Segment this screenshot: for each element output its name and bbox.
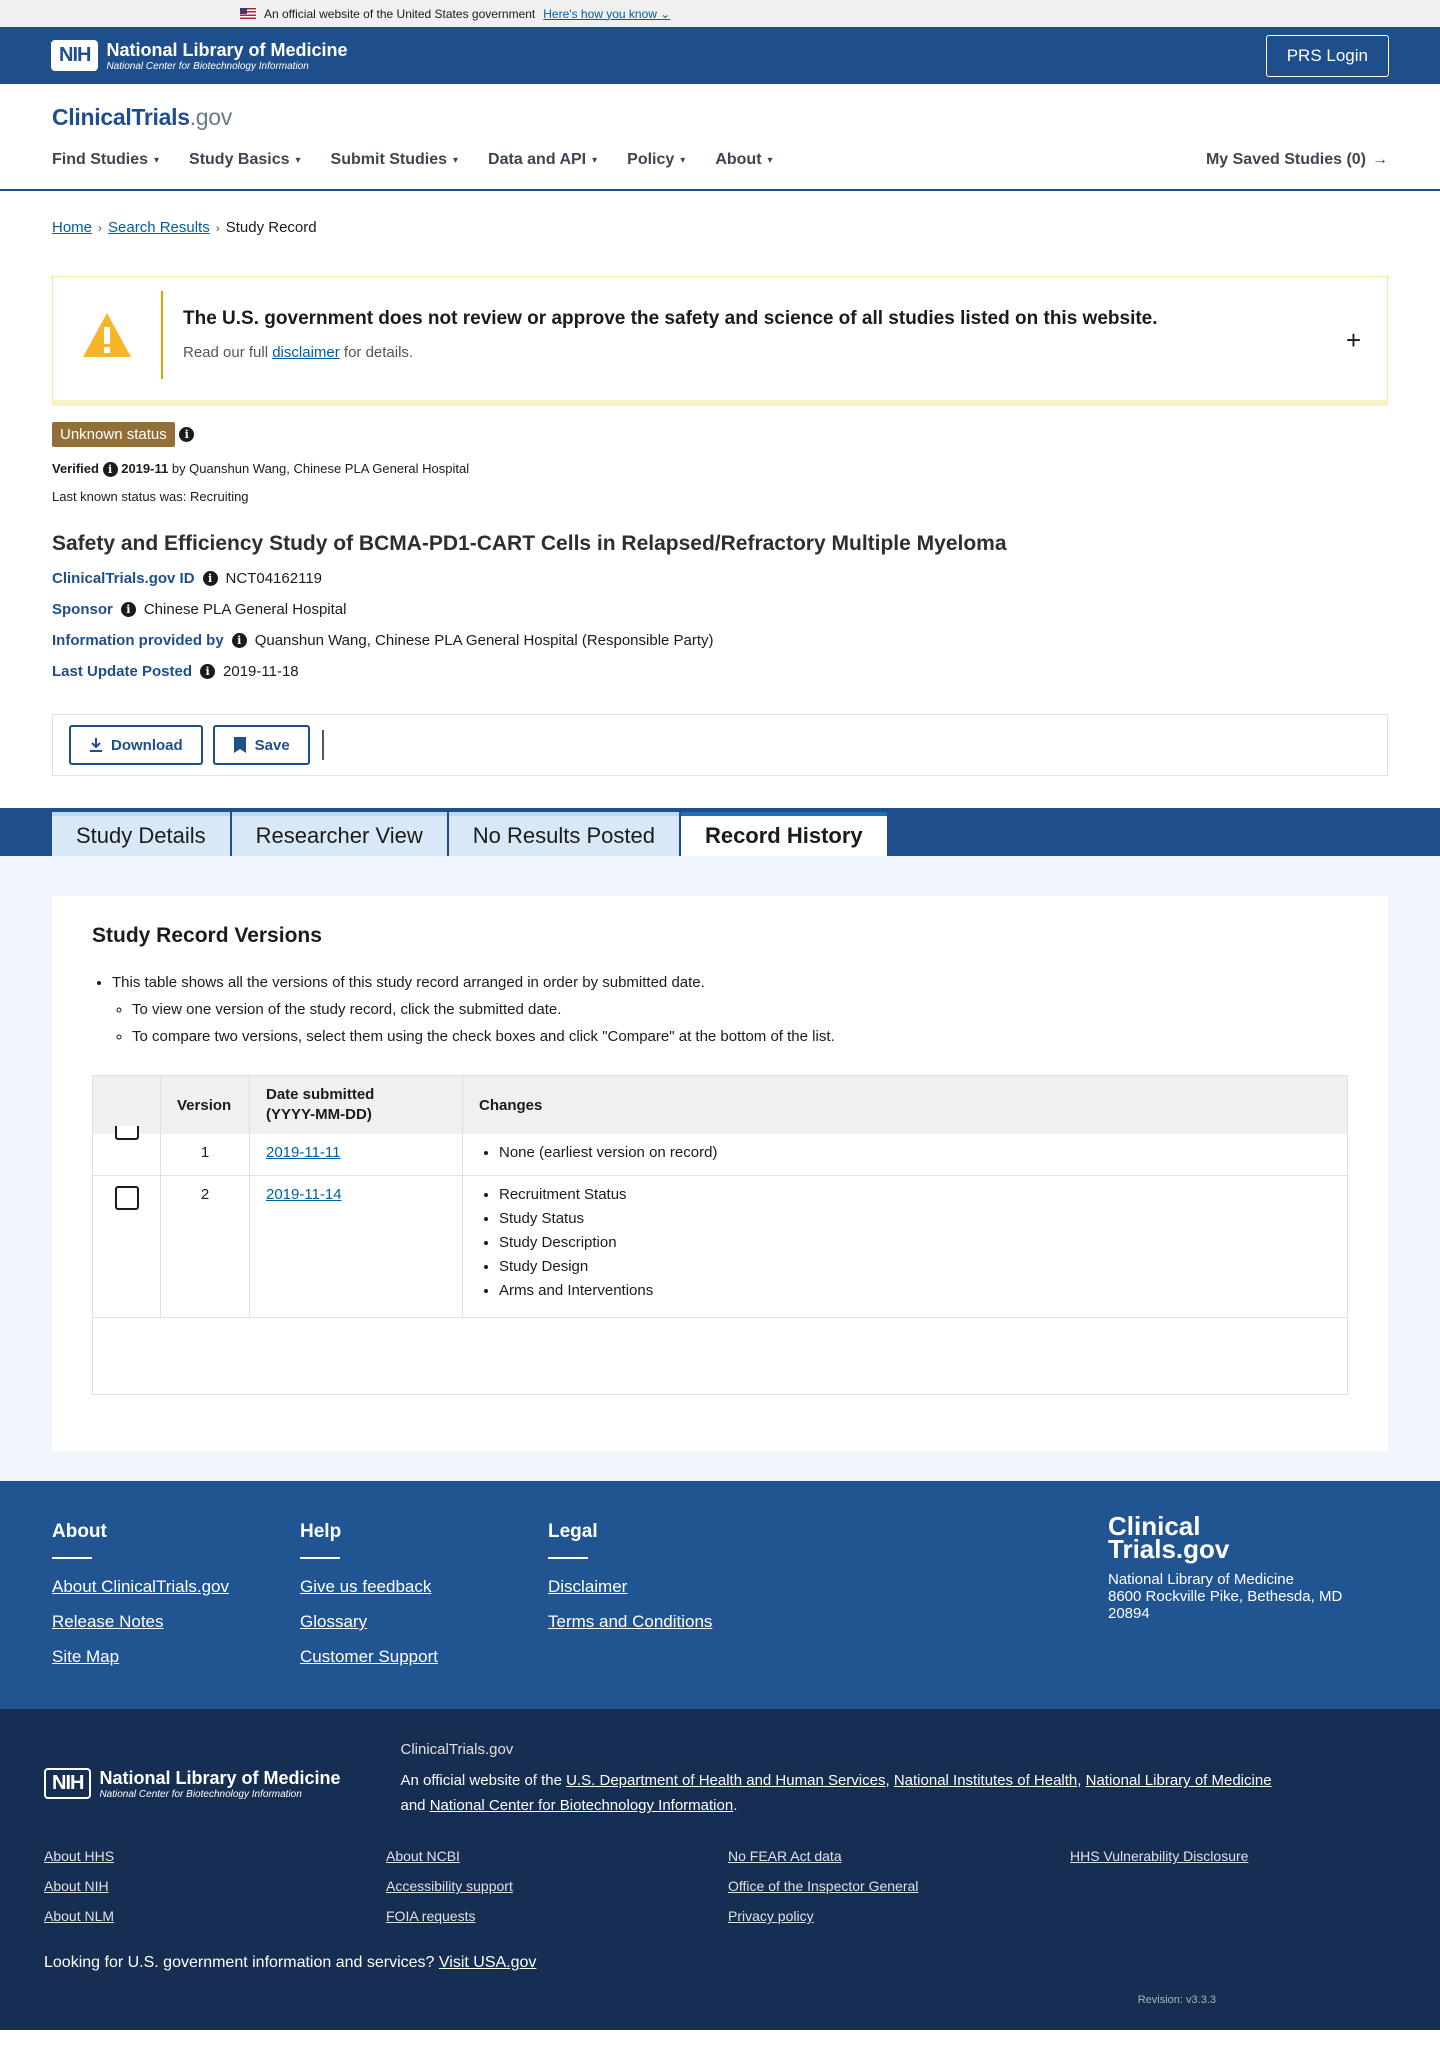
gov-banner (0, 0, 1440, 27)
footer-link[interactable]: No FEAR Act data (728, 1848, 842, 1865)
footer-link[interactable]: Release Notes (52, 1612, 164, 1632)
warning-icon (81, 311, 133, 359)
ncbi-name: National Center for Biotechnology Information (106, 60, 309, 72)
usa-gov-line: Looking for U.S. government information and services? Visit USA.gov (44, 1954, 537, 1972)
footer-link[interactable]: Glossary (300, 1612, 368, 1632)
footer-address: National Library of Medicine 8600 Rockville Pike, Bethesda, MD 20894 (1108, 1571, 1343, 1623)
footer-link[interactable]: Give us feedback (300, 1577, 432, 1597)
tab-study-details[interactable]: Study Details (52, 812, 230, 856)
footer-link[interactable]: Disclaimer (548, 1577, 628, 1597)
main-nav (52, 131, 1388, 189)
footer-logo[interactable]: Clinical Trials.gov (1108, 1511, 1230, 1565)
col-changes: Changes (479, 1096, 543, 1114)
changes-list: • Recruitment Status • Study Status • Study Description • Study Design • Arms and Interventions (479, 1186, 1347, 1299)
footer-link[interactable]: Site Map (52, 1647, 120, 1667)
chevron-down-icon: ▾ (154, 154, 160, 166)
footer-link[interactable]: FOIA requests (386, 1908, 476, 1925)
footer-link[interactable]: Privacy policy (728, 1908, 814, 1925)
nav-policy[interactable]: Policy ▾ (627, 151, 686, 168)
save-button[interactable]: Save (213, 725, 310, 765)
record-history-section (0, 856, 1440, 1481)
study-meta (0, 406, 1440, 680)
action-divider (322, 730, 324, 760)
breadcrumb (0, 191, 1440, 236)
study-tabs (0, 808, 1440, 856)
study-title: Safety and Efficiency Study of BCMA-PD1-CART Cells in Relapsed/Refractory Multiple Myeloma (52, 532, 1007, 556)
footer-top (0, 1481, 1440, 1709)
info-icon[interactable]: i (103, 462, 118, 477)
footer-official: ClinicalTrials.gov An official website of the U.S. Department of Health and Human Services, National Institutes of Health, National Library of Medicine and National Center for Biotechnology Information. (400, 1741, 1272, 1815)
gov-banner-text: An official website of the United States government (264, 6, 536, 21)
breadcrumb-home[interactable]: Home (52, 219, 93, 236)
chevron-down-icon: ▾ (767, 154, 773, 166)
nlm-link[interactable]: National Library of Medicine (1085, 1772, 1272, 1790)
chevron-down-icon: ▾ (295, 154, 301, 166)
download-button[interactable]: Download (69, 725, 203, 765)
expand-plus-icon[interactable]: + (1345, 325, 1361, 355)
chevron-down-icon: ▾ (453, 154, 459, 166)
table-footer (93, 1318, 1347, 1394)
download-icon (89, 737, 103, 753)
clinicaltrials-logo[interactable]: ClinicalTrials.gov (52, 104, 232, 130)
info-icon[interactable]: i (200, 664, 215, 679)
nav-find-studies[interactable]: Find Studies ▾ (52, 151, 160, 168)
footer-link[interactable]: About ClinicalTrials.gov (52, 1577, 229, 1597)
table-row (93, 1134, 1347, 1176)
action-bar (52, 714, 1388, 776)
version-number: 1 (161, 1134, 250, 1175)
info-icon[interactable]: i (179, 427, 194, 442)
hhs-link[interactable]: U.S. Department of Health and Human Services (566, 1772, 886, 1790)
info-icon[interactable]: i (121, 602, 136, 617)
footer-bottom (0, 1709, 1440, 2030)
footer-link[interactable]: HHS Vulnerability Disclosure (1070, 1848, 1249, 1865)
versions-instructions: • This table shows all the versions of this study record arranged in order by submitted date. ◦ To view one version of the study record, click the submitted date. ◦ To compare two versions, select them using the check boxes and click "Compare" at the bottom of the list. (92, 974, 1348, 1045)
footer-legal: Legal Disclaimer Terms and Conditions (548, 1521, 796, 1679)
footer-link[interactable]: Accessibility support (386, 1878, 513, 1895)
disclaimer-title: The U.S. government does not review or approve the safety and science of all studies listed on this website. (183, 308, 1158, 329)
last-known-status: Last known status was: Recruiting (52, 489, 249, 505)
footer-link[interactable]: About NLM (44, 1908, 115, 1925)
heres-how-you-know-link[interactable]: Here's how you know ⌄ (543, 6, 671, 21)
table-row (93, 1176, 1347, 1318)
chevron-right-icon: › (98, 220, 103, 235)
footer-nlm-logo[interactable]: NIH National Library of Medicine National Center for Biotechnology Information (44, 1749, 341, 1818)
col-date: Date submitted (YYYY-MM-DD) (250, 1076, 463, 1134)
tab-no-results-posted[interactable]: No Results Posted (449, 812, 679, 856)
site-header (0, 84, 1440, 191)
disclaimer-alert (52, 276, 1388, 406)
versions-card (52, 896, 1388, 1451)
footer-help: Help Give us feedback Glossary Customer Support (300, 1521, 548, 1679)
version-number: 2 (161, 1176, 250, 1317)
version-date-link[interactable]: 2019-11-14 (266, 1186, 342, 1204)
nih-link[interactable]: National Institutes of Health (893, 1772, 1078, 1790)
compare-checkbox[interactable] (115, 1186, 139, 1210)
versions-heading: Study Record Versions (92, 924, 322, 948)
table-header (93, 1076, 1347, 1134)
verified-line: Verified i 2019-11 by Quanshun Wang, Chinese PLA General Hospital (52, 461, 470, 477)
disclaimer-link[interactable]: disclaimer (272, 344, 340, 361)
nav-study-basics[interactable]: Study Basics ▾ (189, 151, 301, 168)
arrow-right-icon: → (1372, 151, 1388, 168)
field-last-update-posted: Last Update Posted i 2019-11-18 (52, 663, 299, 681)
nlm-header (0, 27, 1440, 84)
chevron-down-icon: ⌄ (660, 6, 671, 21)
compare-checkbox[interactable] (115, 1126, 139, 1140)
col-version: Version (161, 1076, 250, 1134)
nav-submit-studies[interactable]: Submit Studies ▾ (330, 151, 459, 168)
field-nct-id: ClinicalTrials.gov ID i NCT04162119 (52, 570, 322, 588)
footer-gov-links (44, 1848, 1396, 1924)
nlm-name: National Library of Medicine (106, 39, 348, 60)
changes-list: • None (earliest version on record) (479, 1144, 1347, 1161)
versions-table (92, 1075, 1348, 1395)
footer-link[interactable]: About HHS (44, 1848, 115, 1865)
tab-record-history[interactable]: Record History (681, 812, 887, 856)
nih-logo-box: NIH (51, 40, 98, 71)
disclaimer-divider (161, 291, 163, 379)
usa-gov-link[interactable]: Visit USA.gov (438, 1954, 537, 1972)
prs-login-button[interactable]: PRS Login (1266, 35, 1389, 77)
us-flag-icon (240, 8, 256, 19)
field-sponsor: Sponsor i Chinese PLA General Hospital (52, 601, 347, 619)
tab-researcher-view[interactable]: Researcher View (232, 812, 447, 856)
breadcrumb-search-results[interactable]: Search Results (108, 219, 210, 236)
footer-link[interactable]: About NCBI (386, 1848, 460, 1865)
chevron-down-icon: ▾ (592, 154, 598, 166)
footer-brand (1108, 1511, 1343, 1623)
nav-about[interactable]: About ▾ (715, 151, 773, 168)
info-icon[interactable]: i (232, 633, 247, 648)
footer-link[interactable]: About NIH (44, 1878, 109, 1895)
footer-link[interactable]: Customer Support (300, 1647, 438, 1667)
footer-link[interactable]: Office of the Inspector General (728, 1878, 919, 1895)
disclaimer-text: Read our full disclaimer for details. (183, 344, 414, 361)
bookmark-icon (233, 736, 247, 754)
footer-link[interactable]: Terms and Conditions (548, 1612, 713, 1632)
footer-about: About About ClinicalTrials.gov Release Notes Site Map (52, 1521, 300, 1679)
breadcrumb-current: Study Record (225, 219, 317, 236)
info-icon[interactable]: i (203, 571, 218, 586)
version-date-link[interactable]: 2019-11-11 (266, 1144, 341, 1162)
my-saved-studies-link[interactable]: My Saved Studies (0) → (1205, 151, 1388, 168)
status-badge: Unknown status (52, 422, 175, 447)
field-information-provided-by: Information provided by i Quanshun Wang, Chinese PLA General Hospital (Responsible Party) (52, 632, 714, 650)
ncbi-link[interactable]: National Center for Biotechnology Information (429, 1797, 734, 1815)
nlm-logo[interactable] (51, 40, 348, 72)
nav-data-and-api[interactable]: Data and API ▾ (488, 151, 598, 168)
chevron-right-icon: › (215, 220, 220, 235)
revision: Revision: v3.3.3 (1137, 1994, 1216, 2007)
chevron-down-icon: ▾ (680, 154, 686, 166)
